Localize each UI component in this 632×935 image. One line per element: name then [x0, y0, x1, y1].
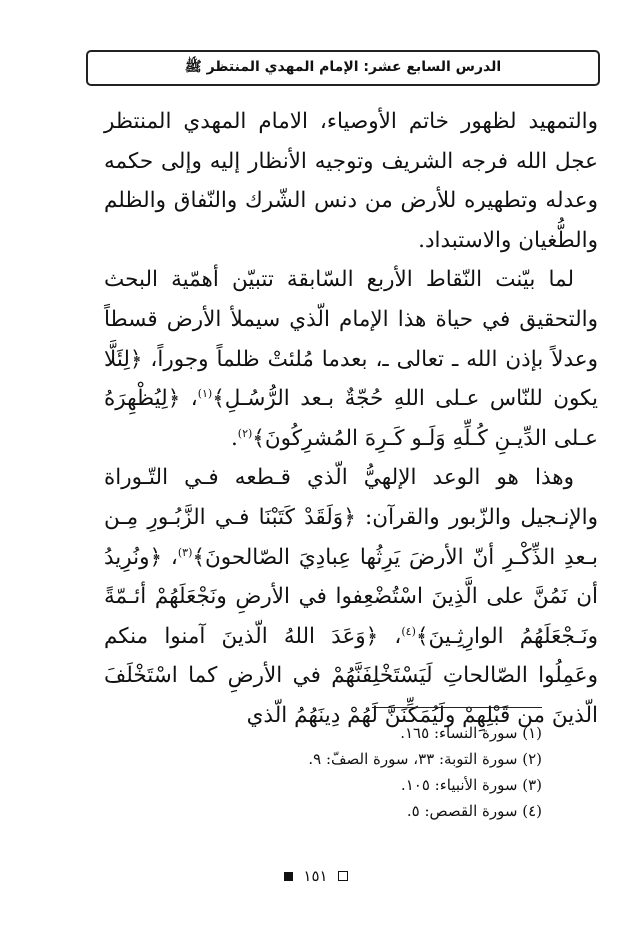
footnote-ref-2[interactable]: (٢) [237, 426, 253, 440]
footnote-4: (٤) سورة القصص: ٥. [406, 802, 542, 820]
chapter-title: الدرس السابع عشر: الإمام المهدي المنتظر ﷺ [184, 59, 502, 75]
paragraph-3: وهذا هو الوعد الإلهيُّ الّذي قـطعه فـي التّـوراة والإنـجيل والزّبور والقرآن: ﴿وَلَقَدْ كَتَبْنَا فـي الزَّبُـورِ مِـن بـعدِ الذِّكْـرِ أنّ الأرضَ يَرِثُها عِبادِيَ الصّالحونَ﴾$^{(٣)}$، ﴿ونُرِيدُ أن نَمُنَّ على الَّذِينَ اسْتُضْعِفوا في الأرضِ ونَجْعَلَهُمْ أئـمّةً ونَـجْعَلَهُمُ الوارِثِـينَ﴾$^{(٤)}$، ﴿وَعَدَ اللهُ الّذينَ آمنوا منكم وعَمِلُوا الصّالحاتِ لَيَسْتَخْلِفَنَّهُمْ في الأرضِ كما اسْتَخْلَفَ الّذينَ من قَبْلِهِمْ ولَيُمَكِّنَنَّ لَهُمْ دِينَهُمُ الّذي [104, 465, 598, 728]
footnote-ref-4[interactable]: (٤) [401, 624, 416, 638]
paragraph-1: والتمهيد لظهور خاتم الأوصياء، الامام المهدي المنتظر عجل الله فرجه الشريف وتوجيه الأنظار إليه وإلى حكمه وعدله وتطهيره للأرض من دنس الشّرك والنّفاق والظلم والطُّغيان والاستبداد. [104, 109, 598, 253]
footnote-1: (١) سورة النساء: ١٦٥. [400, 724, 542, 742]
footnote-ref-3[interactable]: (٣) [177, 545, 193, 559]
paragraph-2: لما بيّنت النّقاط الأربع السّابقة تتبيّن أهمّية البحث والتحقيق في حياة هذا الإمام الّذي سيملأ الأرض قسطاً وعدلاً بإذن الله ـ تعالى ـ، بعدما مُلئتْ ظلماً وجوراً، ﴿لِئَلَّا يكون للنّاس عـلى اللهِ حُجّةٌ بـعد الرُّسُـلِ﴾$^{(١)}$، ﴿لِيُظْهِرَهُ عـلى الدِّيـنِ كُـلِّهِ وَلَـو كَـرِهَ المُشرِكُونَ﴾$^{(٢)}$. [104, 267, 599, 451]
footnotes [212, 720, 542, 824]
footnote-ref-1[interactable]: (١) [197, 387, 213, 400]
page-footer [0, 866, 632, 885]
running-header [86, 50, 600, 86]
filled-square-icon [284, 872, 293, 881]
page-number: ١٥١ [303, 867, 328, 885]
footnote-3: (٣) سورة الأنبياء: ١٠٥. [400, 776, 542, 794]
footnote-divider [372, 707, 542, 708]
footnote-2: (٢) سورة التوبة: ٣٣، سورة الصفّ: ٩. [308, 750, 542, 768]
main-text [104, 102, 598, 736]
empty-square-icon [338, 871, 348, 881]
